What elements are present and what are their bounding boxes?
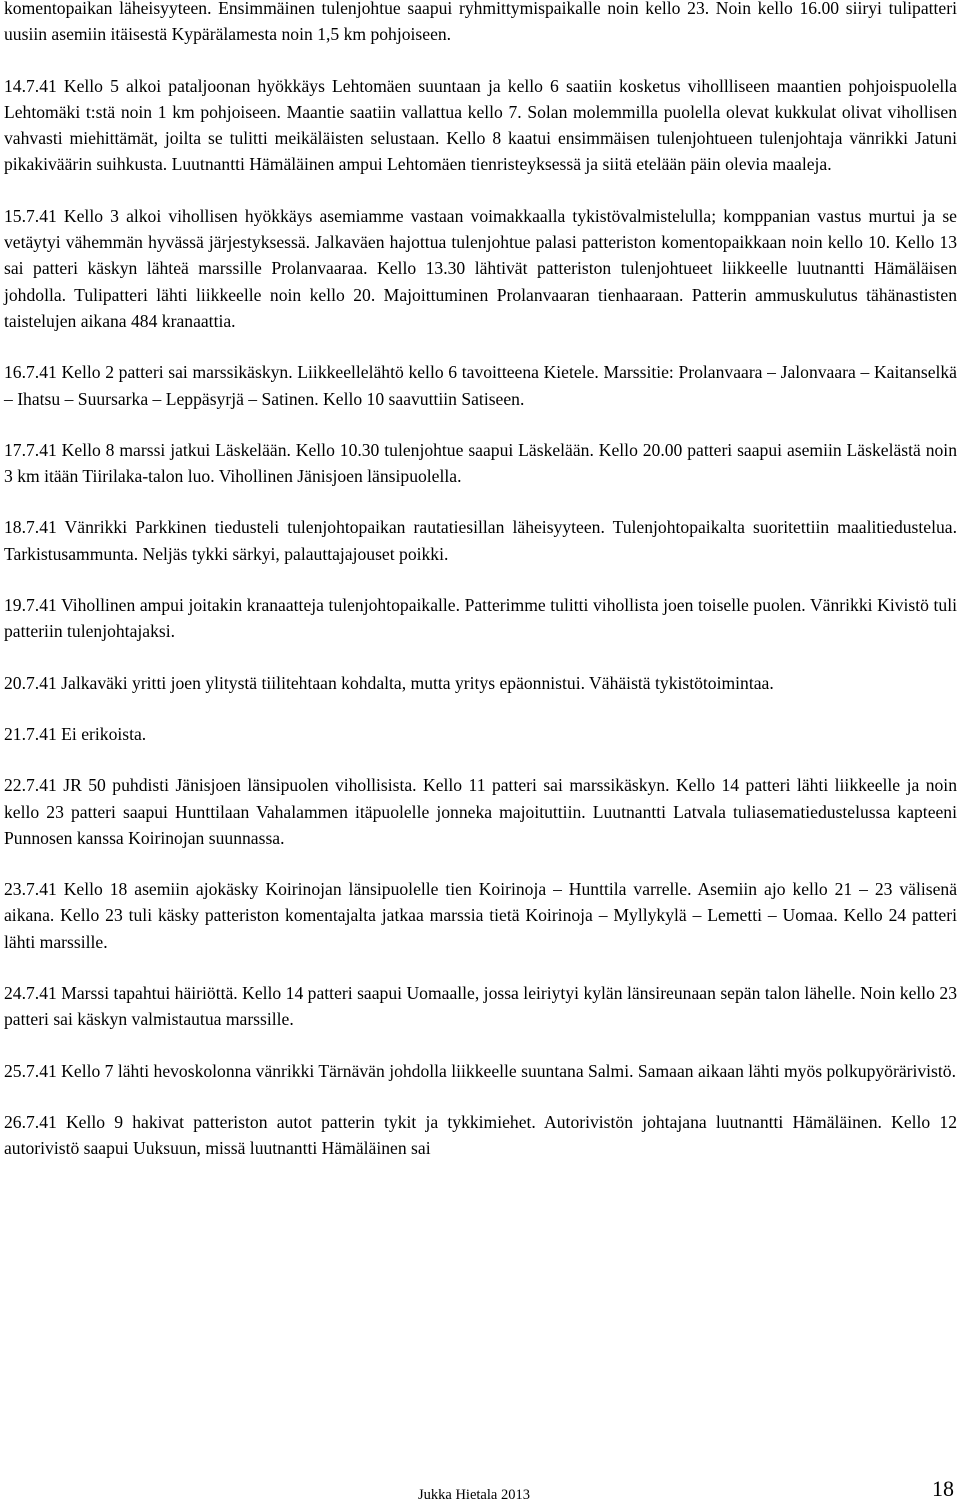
paragraph-20-7-41: 20.7.41 Jalkaväki yritti joen ylitystä tiilitehtaan kohdalta, mutta yritys epäonnistui. Vähäistä tykistötoimintaa. — [4, 672, 774, 693]
document-page — [4, 0, 957, 1187]
paragraph-25-7-41: 25.7.41 Kello 7 lähti hevoskolonna vänrikki Tärnävän johdolla liikkeelle suuntana Salmi. Samaan aikaan lähti myös polkupyörärivistö. — [4, 1060, 956, 1081]
paragraph-23-7-41: 23.7.41 Kello 18 asemiin ajokäsky Koirinojan länsipuolelle tien Koirinoja – Hunttila varrelle. Asemiin ajo kello 21 – 23 välisenä aikana. Kello 23 tuli käsky patteriston komentajalta jatkaa marssia tietä Koirinoja – Myllykylä – Lemetti – Uomaa. Kello 24 patteri lähti marssille. — [4, 879, 957, 952]
paragraph-continuation: komentopaikan läheisyyteen. Ensimmäinen tulenjohtue saapui ryhmittymispaikalle noin kello 23. Noin kello 16.00 siiryi tulipatteri uusiin asemiin itäisestä Kypärälamesta noin 1,5 km pohjoiseen. — [4, 0, 957, 45]
paragraph-26-7-41: 26.7.41 Kello 9 hakivat patteriston autot patterin tykit ja tykkimiehet. Autorivistön johtajana luutnantti Hämäläinen. Kello 12 autorivistö saapui Uuksuun, missä luutnantti Hämäläinen sai — [4, 1111, 957, 1159]
paragraph-19-7-41: 19.7.41 Vihollinen ampui joitakin kranaatteja tulenjohtopaikalle. Patterimme tulitti vihollista joen toiselle puolen. Vänrikki Kivistö tuli patteriin tulenjohtajaksi. — [4, 595, 957, 642]
paragraph-21-7-41: 21.7.41 Ei erikoista. — [4, 723, 147, 744]
page-footer — [0, 1472, 958, 1508]
paragraph-18-7-41: 18.7.41 Vänrikki Parkkinen tiedusteli tulenjohtopaikan rautatiesillan läheisyyteen. Tulenjohtopaikalta suoritettiin maalitiedustelua. Tarkistusammunta. Neljäs tykki särkyi, palauttajajouset poikki. — [4, 517, 957, 564]
paragraph-17-7-41: 17.7.41 Kello 8 marssi jatkui Läskelään. Kello 10.30 tulenjohtue saapui Läskelään. Kello 20.00 patteri saapui asemiin Läskelästä noin 3 km itään Tiirilaka-talon luo. Vihollinen Jänisjoen länsipuolella. — [4, 439, 957, 487]
paragraph-22-7-41: 22.7.41 JR 50 puhdisti Jänisjoen länsipuolen vihollisista. Kello 11 patteri sai marssikäskyn. Kello 14 patteri lähti liikkeelle ja noin kello 23 patteri saapui Hunttilaan Vahalammen itäpuolelle jonneka majoituttiin. Luutnantti Latvala tuliasematiedustelussa kapteeni Punnosen kanssa Koirinojan suunnassa. — [4, 775, 957, 848]
footer-author: Jukka Hietala 2013 — [418, 1487, 530, 1503]
paragraph-14-7-41: 14.7.41 Kello 5 alkoi pataljoonan hyökkäys Lehtomäen suuntaan ja kello 6 saatiin kosketus vihollliseen maantien pohjoispuolella Lehtomäki t:stä noin 1 km pohjoiseen. Maantie saatiin vallattua kello 7. Solan molemmilla puolella olevat kukkulat olivat vihollisen vahvasti miehittämät, joilta se tulitti meikäläisten selustaan. Kello 8 kaatui ensimmäisen tulenjohtueen tulenjohtaja vänrikki Jatuni pikakiväärin suihkusta. Luutnantti Hämäläinen ampui Lehtomäen tienristeyksessä ja siitä etelään päin olevia maaleja. — [4, 75, 957, 175]
paragraph-15-7-41: 15.7.41 Kello 3 alkoi vihollisen hyökkäys asemiamme vastaan voimakkaalla tykistövalmistelulla; komppanian vastus murtui ja se vetäytyi vähemmän hyvässä järjestyksessä. Jalkaväen hajottua tulenjohtue palasi patteriston komentopaikkaan noin kello 10. Kello 13 sai patteri käskyn lähteä marssille Prolanvaaraa. Kello 13.30 lähtivät patteriston tulenjohtueet liikkeelle luutnantti Hämäläisen johdolla. Tulipatteri lähti liikkeelle noin kello 20. Majoittuminen Prolanvaaran tienhaaraan. Patterin ammuskulutus tähänastisten taistelujen aikana 484 kranaattia. — [4, 205, 957, 331]
paragraph-24-7-41: 24.7.41 Marssi tapahtui häiriöttä. Kello 14 patteri saapui Uomaalle, jossa leiriytyi kylän länsireunaan sepän talon lähelle. Noin kello 23 patteri sai käskyn valmistautua marssille. — [4, 983, 957, 1030]
page-number: 18 — [932, 1476, 954, 1501]
paragraph-16-7-41: 16.7.41 Kello 2 patteri sai marssikäskyn. Liikkeellelähtö kello 6 tavoitteena Kietele. Marssitie: Prolanvaara – Jalonvaara – Kaitanselkä – Ihatsu – Suursarka – Leppäsyrjä – Satinen. Kello 10 saavuttiin Satiseen. — [4, 362, 957, 409]
